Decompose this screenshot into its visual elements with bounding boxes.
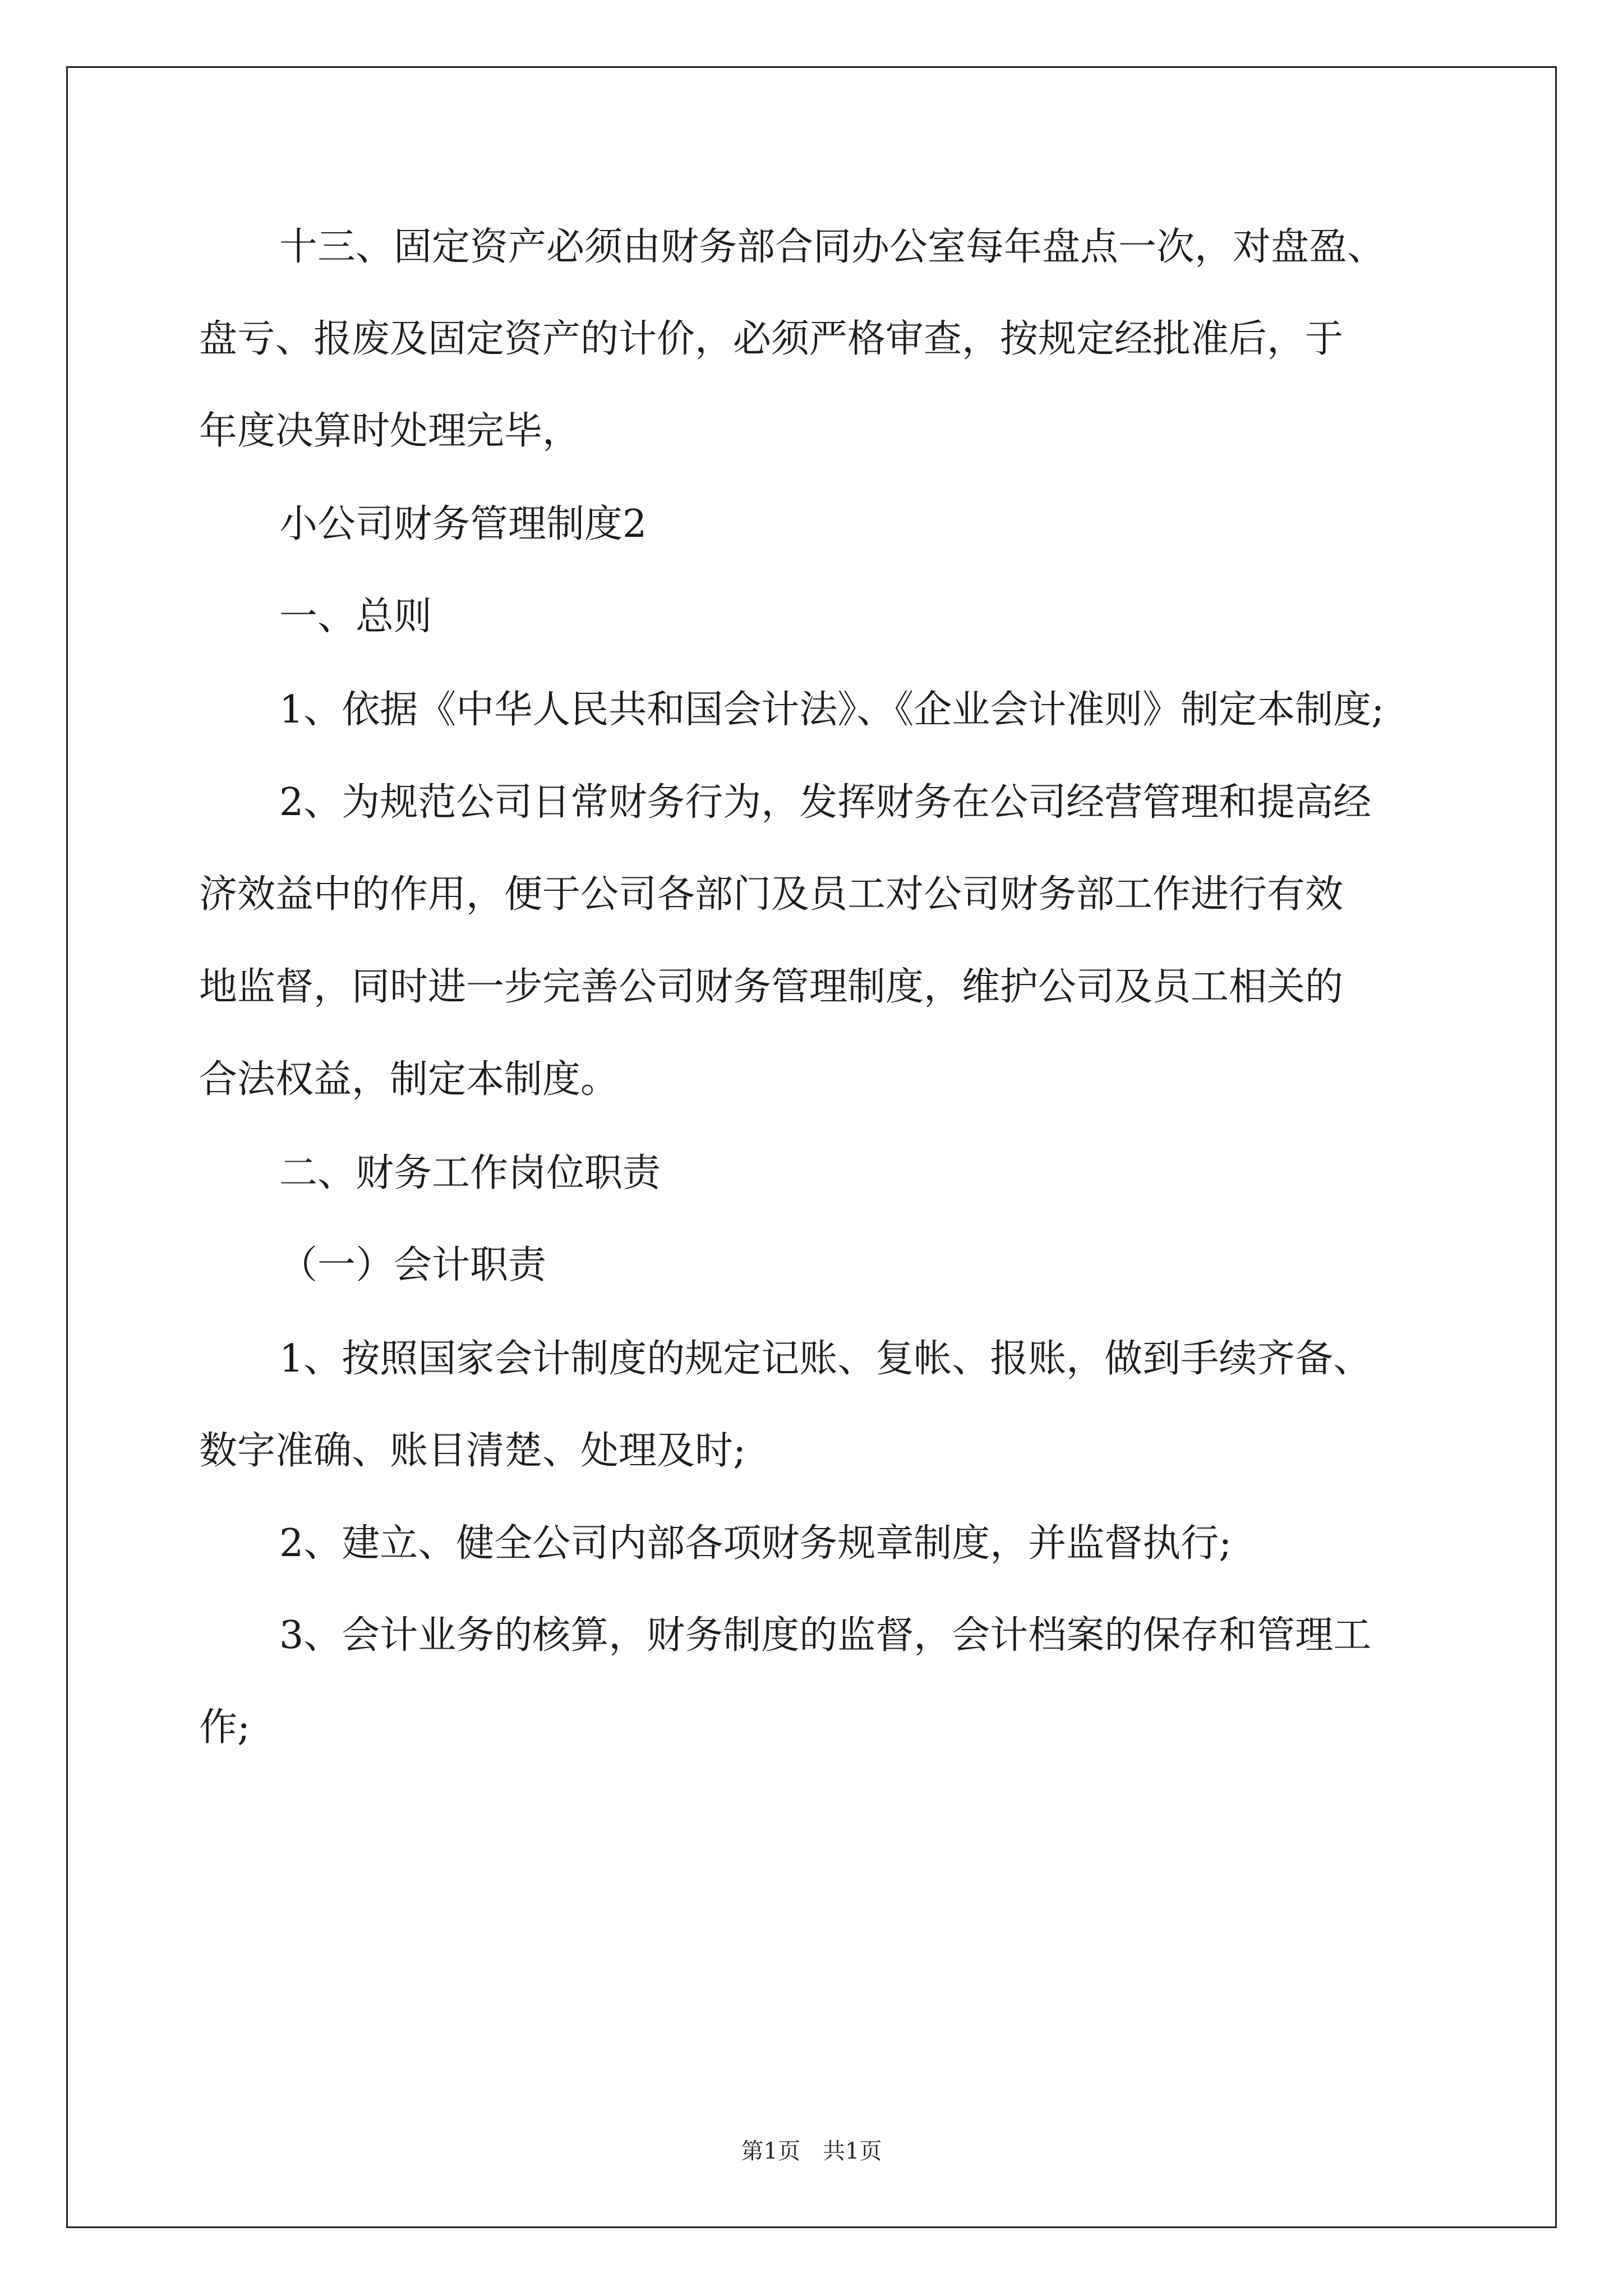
page-number-footer: 第1页 共1页 [741, 2138, 882, 2164]
paragraph-line: 1、依据《中华人民共和国会计法》、《企业会计准则》制定本制度; [279, 688, 1385, 732]
paragraph-line: 2、为规范公司日常财务行为，发挥财务在公司经营管理和提高经 [279, 780, 1372, 825]
heading-job-duties: 二、财务工作岗位职责 [279, 1151, 661, 1195]
heading-general-principles: 一、总则 [279, 595, 432, 639]
paragraph-line: 合法权益，制定本制度。 [199, 1057, 619, 1102]
paragraph-line: 3、会计业务的核算，财务制度的监督，会计档案的保存和管理工 [279, 1613, 1372, 1658]
paragraph-line: 数字准确、账目清楚、处理及时; [199, 1429, 746, 1473]
paragraph-line: 济效益中的作用，便于公司各部门及员工对公司财务部工作进行有效 [199, 872, 1344, 917]
page-border [66, 66, 1557, 2228]
heading-accounting-duties: （一）会计职责 [279, 1243, 547, 1287]
paragraph-line: 1、按照国家会计制度的规定记账、复帐、报账，做到手续齐备、 [279, 1337, 1372, 1381]
paragraph-line: 年度决算时处理完毕， [199, 409, 581, 453]
paragraph-line: 地监督，同时进一步完善公司财务管理制度，维护公司及员工相关的 [199, 965, 1344, 1009]
paragraph-line: 作; [199, 1705, 250, 1750]
paragraph-line: 2、建立、健全公司内部各项财务规章制度，并监督执行; [279, 1521, 1232, 1566]
paragraph-line: 盘亏、报废及固定资产的计价，必须严格审查，按规定经批准后，于 [199, 317, 1344, 361]
paragraph-line: 十三、固定资产必须由财务部合同办公室每年盘点一次，对盘盈、 [279, 225, 1386, 269]
section-title: 小公司财务管理制度2 [279, 502, 647, 546]
